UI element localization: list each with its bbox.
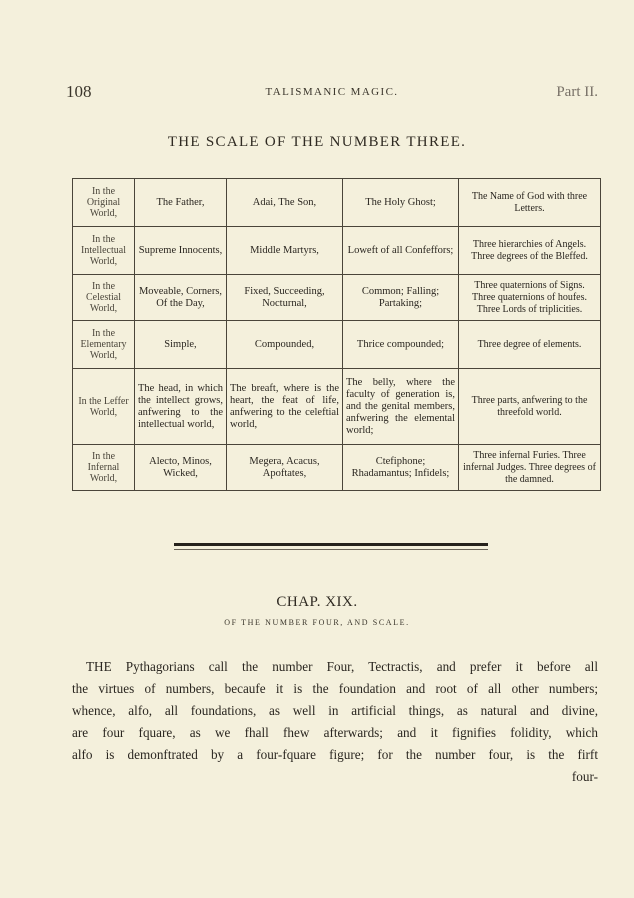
scale-table [72,178,601,491]
world-label: In the Infernal World, [73,445,135,491]
table-cell: The head, in which the intellect grows, anfwering to the intellectual world, [135,369,227,445]
part-label: Part II. [556,84,598,100]
text-line: are four fquare, as we fhall fhew afterwards; and it fignifies folidity, which [72,725,598,740]
catchword: four- [571,769,598,784]
page-number: 108 [66,82,92,101]
table-cell: Thrice compounded; [343,321,459,369]
table-cell: Three degree of elements. [459,321,601,369]
world-label: In the Leffer World, [73,369,135,445]
text-line: alfo is demonftrated by a four-fquare figure; for the number four, is the firft [72,747,598,762]
table-cell: Three parts, anfwering to the threefold world. [459,369,601,445]
table-cell: The Holy Ghost; [343,179,459,227]
table-cell: Megera, Acacus, Apoftates, [227,445,343,491]
chapter-heading: CHAP. XIX. [276,594,358,610]
table-cell: The Name of God with three Letters. [459,179,601,227]
world-label: In the Original World, [73,179,135,227]
table-cell: The breaft, where is the heart, the feat of life, anfwering to the celeftial world, [227,369,343,445]
table-row [73,179,601,227]
section-divider [174,543,488,546]
table-cell: Compounded, [227,321,343,369]
table-cell: Middle Martyrs, [227,227,343,275]
running-title: TALISMANIC MAGIC. [265,86,399,98]
text-line: the virtues of numbers, becaufe it is the foundation and root of all other numbers; [72,681,598,696]
table-row [73,445,601,491]
section-divider-thin [174,549,488,550]
table-cell: Adai, The Son, [227,179,343,227]
table-row [73,369,601,445]
table-cell: Loweft of all Confeffors; [343,227,459,275]
table-cell: The Father, [135,179,227,227]
table-cell: Ctefiphone; Rhadamantus; Infidels; [343,445,459,491]
table-cell: Three hierarchies of Angels. Three degrees of the Bleffed. [459,227,601,275]
scale-title: THE SCALE OF THE NUMBER THREE. [167,134,467,150]
table-cell: Moveable, Corners, Of the Day, [135,275,227,321]
text-line: whence, alfo, all foundations, as well in artificial things, as natural and divine, [72,703,598,718]
table-row [73,275,601,321]
table-row [73,227,601,275]
table-cell: Three infernal Furies. Three infernal Judges. Three degrees of the damned. [459,445,601,491]
table-row [73,321,601,369]
table-cell: Simple, [135,321,227,369]
table-cell: Three quaternions of Signs. Three quaternions of houfes. Three Lords of triplicities. [459,275,601,321]
table-cell: Common; Falling; Partaking; [343,275,459,321]
chapter-subtitle: OF THE NUMBER FOUR, AND SCALE. [224,618,410,627]
text-line: THE Pythagorians call the number Four, Tectractis, and prefer it before all [86,659,598,674]
world-label: In the Intellectual World, [73,227,135,275]
table-cell: The belly, where the faculty of generation is, and the genital members, anfwering the elemental world; [343,369,459,445]
world-label: In the Celestial World, [73,275,135,321]
running-head [66,82,598,104]
table-cell: Fixed, Succeeding, Nocturnal, [227,275,343,321]
table-cell: Supreme Innocents, [135,227,227,275]
body-paragraph [72,656,598,788]
table-cell: Alecto, Minos, Wicked, [135,445,227,491]
world-label: In the Elementary World, [73,321,135,369]
